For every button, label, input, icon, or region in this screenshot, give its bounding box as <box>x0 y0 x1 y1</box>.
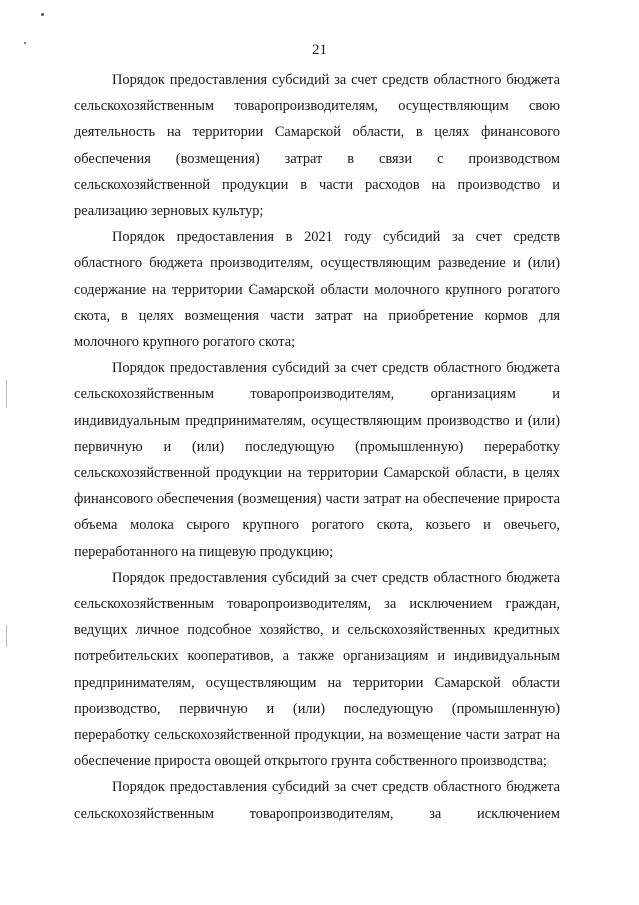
scan-edge-mark <box>6 380 7 408</box>
page-number: 21 <box>312 42 327 58</box>
paragraph-3: Порядок предоставления субсидий за счет средств областного бюджета сельскохозяйственным товаропроизводителям, организациям и индивидуальным предпринимателям, осуществляющим производство и (или) первичную и (или) последующую (промышленную) переработку сельскохозяйственной продукции на территории Самарской области, в целях финансового обеспечения (возмещения) части затрат на обеспечение прироста объема молока сырого крупного рогатого скота, козьего и овечьего, переработанного на пищевую продукцию; <box>74 360 560 560</box>
paragraph-4: Порядок предоставления субсидий за счет средств областного бюджета сельскохозяйственным товаропроизводителям, за исключением граждан, ведущих личное подсобное хозяйство, и сельскохозяйственных кредитных потребительских кооперативов, а также организациям и индивидуальным предпринимателям, осуществляющим на территории Самарской области производство, первичную и (или) последующую (промышленную) переработку сельскохозяйственной продукции, на возмещение части затрат на обеспечение прироста овощей открытого грунта собственного производства; <box>74 569 560 770</box>
scan-speck <box>41 13 44 16</box>
paragraph-2: Порядок предоставления в 2021 году субсидий за счет средств областного бюджета производителям, осуществляющим разведение и (или) содержание на территории Самарской области молочного крупного рогатого скота, в целях возмещения части затрат на приобретение кормов для молочного крупного рогатого скота; <box>74 229 560 351</box>
paragraph-1: Порядок предоставления субсидий за счет средств областного бюджета сельскохозяйственным товаропроизводителям, осуществляющим свою деятельность на территории Самарской области, в целях финансового обеспечения (возмещения) затрат в связи с производством сельскохозяйственной продукции в части расходов на производство и реализацию зерновых культур; <box>74 72 560 220</box>
document-body <box>74 67 560 827</box>
scan-edge-mark <box>6 625 7 647</box>
paragraph-5: Порядок предоставления субсидий за счет средств областного бюджета сельскохозяйственным товаропроизводителям, за исключением <box>74 779 560 822</box>
